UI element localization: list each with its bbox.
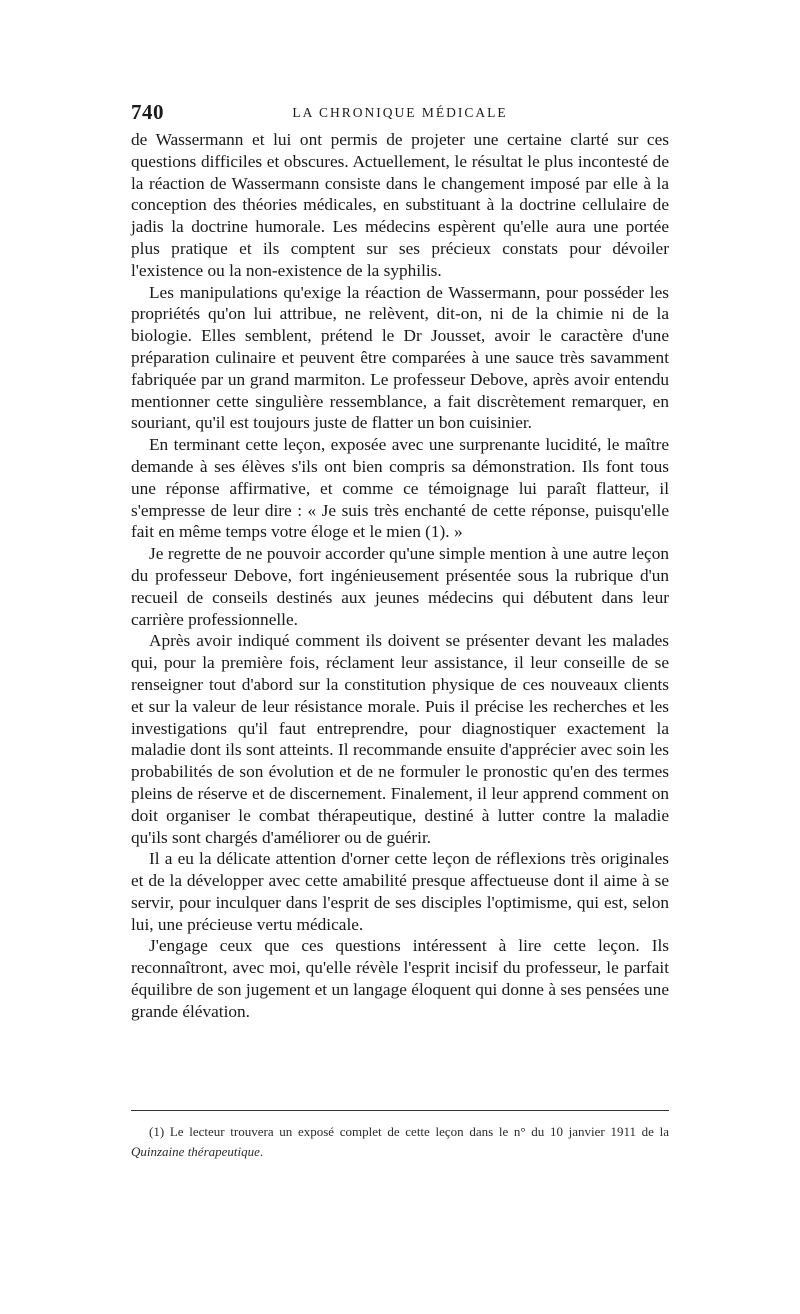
paragraph: de Wassermann et lui ont permis de projeter une certaine clarté sur ces questions difficiles et obscures. Actuellement, le résultat le plus incontesté de la réaction de Wassermann consiste dans le changement imposé par elle à la conception des théories médicales, en substituant à la doctrine cellulaire de jadis la doctrine humorale. Les médecins espèrent qu'elle aura une portée plus pratique et ils comptent sur ses précieux constats pour dévoiler l'existence ou la non-existence de la syphilis.: [131, 130, 669, 280]
footnote-text: (1) Le lecteur trouvera un exposé complet de cette leçon dans le n° du 10 janvier 1911 de la: [149, 1124, 669, 1139]
footnote: [131, 1122, 669, 1162]
paragraph: Je regrette de ne pouvoir accorder qu'une simple mention à une autre leçon du professeur Debove, fort ingénieusement présentée sous la rubrique d'un recueil de conseils destinés aux jeunes médecins qui débutent dans leur carrière professionnelle.: [131, 544, 669, 629]
paragraph: Il a eu la délicate attention d'orner cette leçon de réflexions très originales et de la développer avec cette amabilité presque affectueuse dont il aime à se servir, pour inculquer dans l'esprit de ses disciples l'optimisme, qui est, selon lui, une précieuse vertu médicale.: [131, 849, 669, 934]
article-body: [131, 129, 669, 1023]
paragraph: Après avoir indiqué comment ils doivent se présenter devant les malades qui, pour la première fois, réclament leur assistance, il leur conseille de se renseigner tout d'abord sur la constitution physique de ces nouveaux clients et sur la valeur de leur résistance morale. Puis il précise les recherches et les investigations qu'il faut entreprendre, pour diagnostiquer exactement la maladie dont ils sont atteints. Il recommande ensuite d'apprécier avec soin les probabilités de son évolution et de ne formuler le pronostic qu'en des termes pleins de réserve et de discernement. Finalement, il leur apprend comment on doit organiser le combat thérapeutique, destiné à lutter contre la maladie qu'ils sont chargés d'améliorer ou de guérir.: [131, 631, 669, 847]
page-number: 740: [131, 100, 164, 124]
paragraph: Les manipulations qu'exige la réaction de Wassermann, pour posséder les propriétés qu'on lui attribue, ne relèvent, dit-on, ni de la chimie ni de la biologie. Elles semblent, prétend le Dr Jousset, avoir le caractère d'une préparation culinaire et peuvent être comparées à une sauce très savamment fabriquée par un grand marmiton. Le professeur Debove, après avoir entendu mentionner cette singulière ressemblance, a fait discrètement remarquer, en souriant, qu'il est toujours juste de flatter un bon cuisinier.: [131, 282, 669, 433]
footnote-end: .: [259, 1144, 264, 1159]
journal-title: Quinzaine thérapeutique: [131, 1144, 260, 1159]
running-title: LA CHRONIQUE MÉDICALE: [292, 105, 508, 120]
paragraph: J'engage ceux que ces questions intéressent à lire cette leçon. Ils reconnaîtront, avec moi, qu'elle révèle l'esprit incisif du professeur, le parfait équilibre de son jugement et un langage éloquent qui donne à ses pensées une grande élévation.: [131, 936, 669, 1021]
page-header: [131, 100, 669, 130]
paragraph: En terminant cette leçon, exposée avec une surprenante lucidité, le maître demande à ses élèves s'ils ont bien compris sa démonstration. Ils font tous une réponse affirmative, et comme ce témoignage lui paraît flatteur, il s'empresse de leur dire : « Je suis très enchanté de cette réponse, puisqu'elle fait en même temps votre éloge et le mien (1). »: [131, 435, 669, 542]
footnote-divider: [131, 1110, 669, 1111]
